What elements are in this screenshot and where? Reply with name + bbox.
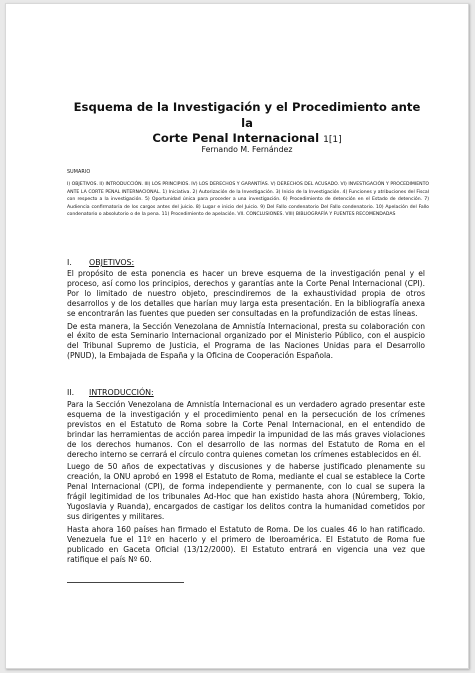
section-2-heading [67, 388, 154, 397]
title-line-1: Esquema de la Investigación y el Procedimiento ante la [73, 100, 421, 130]
paragraph: El propósito de esta ponencia es hacer un breve esquema de la investigación penal y el proceso, así como los principios, derechos y garantías ante la Corte Penal Internacional (CPI). Por lo limitado de nuestro objeto, prescindiremos de la exhaustividad propia de otros desarrollos y de los detalles que harían muy larga esta presentación. En la bibliografía anexa se encontrarán las fuentes que pueden ser consultadas en la profundización de estas líneas. [67, 269, 425, 318]
paragraph: Para la Sección Venezolana de Amnistía Internacional es un verdadero agrado presentar este esquema de la investigación y el procedimiento penal en la persecución de los crímenes previstos en el Estatuto de Roma sobre la Corte Penal Internacional, en el entendido de brindar las herramientas de acción parea impedir la impunidad de las más graves violaciones de los derechos humanos. Con el desarrollo de las normas del Estatuto de Roma en el derecho interno se cerrará el círculo contra quienes cometan los crímenes establecidos en él. [67, 400, 425, 459]
section-1-title: OBJETIVOS: [89, 258, 135, 267]
paragraph: De esta manera, la Sección Venezolana de Amnistía Internacional, presta su colaboración con el éxito de esta Seminario Internacional organizado por el Ministerio Público, con el auspicio del Tribunal Supremo de Justicia, el Programa de las Naciones Unidas para el Desarrollo (PNUD), la Embajada de España y la Oficina de Cooperación Española. [67, 321, 425, 361]
title-footnote-link[interactable]: 1[1] [323, 135, 342, 145]
paragraph: Luego de 50 años de expectativas y discusiones y de haberse justificado plenamente su creación, la ONU aprobó en 1998 el Estatuto de Roma, mediante el cual se establece la Corte Penal Internacional (CPI), de forma independiente y permanente, con lo cual se supera la frágil legitimidad de los tribunales Ad-Hoc que han existido hasta ahora (Núremberg, Tokio, Yugoslavia y Ruanda), encargados de castigar los delitos contra la humanidad cometidos por sus dirigentes y militares. [67, 462, 425, 521]
title-line-2-text: Corte Penal Internacional [152, 131, 320, 145]
sumario-text: I) OBJETIVOS. II) INTRODUCCIÓN. III) LOS PRINCIPIOS. IV) LOS DERECHOS Y GARANTÍAS. V) DERECHOS DEL ACUSADO. VI) INVESTIGACIÓN Y PROCEDIMIENTO ANTE LA CORTE PENAL INTERNACIONAL. 1) Iniciativa. 2) Autorización de la Investigación. 3) Inicio de la Investigación. 4) Funciones y atribuciones del Fiscal con respecto a la investigación. 5) Oportunidad única para proceder a una investigación. 6) Procedimiento de detención en el Estado de detención. 7) Audiencia confirmatoria de los cargos antes del juicio. 8) Lugar e inicio del Juicio. 9) Del Fallo condenatorio Del Fallo condenatorio. 10) Apelación del Fallo condenatorio o absolutorio o de la pena. 11) Procedimiento de apelación. VII. CONCLUSIONES. VIII) BIBLIOGRAFÍA Y FUENTES RECOMENDADAS [67, 182, 429, 217]
sumario-heading: SUMARIO [67, 170, 91, 175]
section-1-body [67, 269, 425, 364]
section-2-number: II. [67, 388, 75, 397]
author-name: Fernando M. Fernández [201, 145, 293, 154]
document-title [67, 100, 427, 149]
footnote-separator [67, 582, 184, 583]
section-2-body [67, 400, 425, 568]
document-page [5, 3, 469, 669]
section-1-number: I. [67, 258, 72, 267]
section-1-heading [67, 258, 134, 267]
section-2-title: INTRODUCCIÓN: [89, 388, 154, 397]
paragraph: Hasta ahora 160 países han firmado el Estatuto de Roma. De los cuales 46 lo han ratificado. Venezuela fue el 11º en hacerlo y el primero de Iberoamérica. El Estatuto de Roma fue publicado en Gaceta Oficial (13/12/2000). El Estatuto entrará en vigencia una vez que ratifique el país Nº 60. [67, 524, 425, 564]
